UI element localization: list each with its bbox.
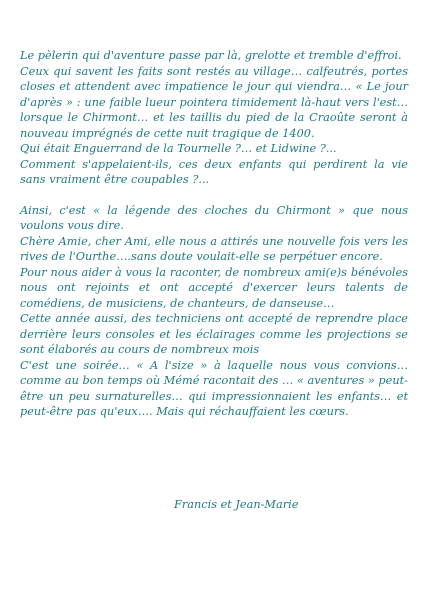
paragraph-legend: Ainsi, c'est « la légende des cloches du Chirmont » que nous voulons vous dire. <box>20 203 408 232</box>
paragraph-question-2: Comment s'appelaient-ils, ces deux enfants qui perdirent la vie sans vraiment être coupables ?... <box>20 157 408 186</box>
letter-body <box>20 48 408 420</box>
signature: Francis et Jean-Marie <box>174 498 299 511</box>
paragraph-question-1: Qui était Enguerrand de la Tournelle ?… et Lidwine ?... <box>20 142 337 155</box>
paragraph-spacer <box>20 188 408 203</box>
paragraph-evening: C'est une soirée… « A l'size » à laquelle nous vous convions…comme au bon temps où Mémé racontait des … « aventures » peut-être un peu surnaturelles… qui impressionnaient les enfants… et peut-être pas qu'eux…. Mais qui réchauffaient les cœurs. <box>20 358 408 418</box>
paragraph-technicians: Cette année aussi, des techniciens ont accepté de reprendre place derrière leurs consoles et les éclairages comme les projections se sont élaborés au cours de nombreux mois <box>20 312 408 356</box>
paragraph-pilgrim: Le pèlerin qui d'aventure passe par là, grelotte et tremble d'effroi. <box>20 49 402 62</box>
paragraph-village: Ceux qui savent les faits sont restés au village… calfeutrés, portes closes et attendent avec impatience le jour qui viendra… « Le jour d'après » : une faible lueur pointera timidement là-haut vers l'est… lorsque le Chirmont… et les taillis du pied de la Craoûte seront à nouveau imprégnés de cette nuit tragique de 1400. <box>20 64 408 140</box>
paragraph-dear-friend: Chère Amie, cher Ami, elle nous a attirés une nouvelle fois vers les rives de l'Ourthe….sans doute voulait-elle se perpétuer encore. <box>20 234 408 263</box>
paragraph-volunteers: Pour nous aider à vous la raconter, de nombreux ami(e)s bénévoles nous ont rejoints et ont accepté d'exercer leurs talents de comédiens, de musiciens, de chanteurs, de danseuse… <box>20 265 408 310</box>
